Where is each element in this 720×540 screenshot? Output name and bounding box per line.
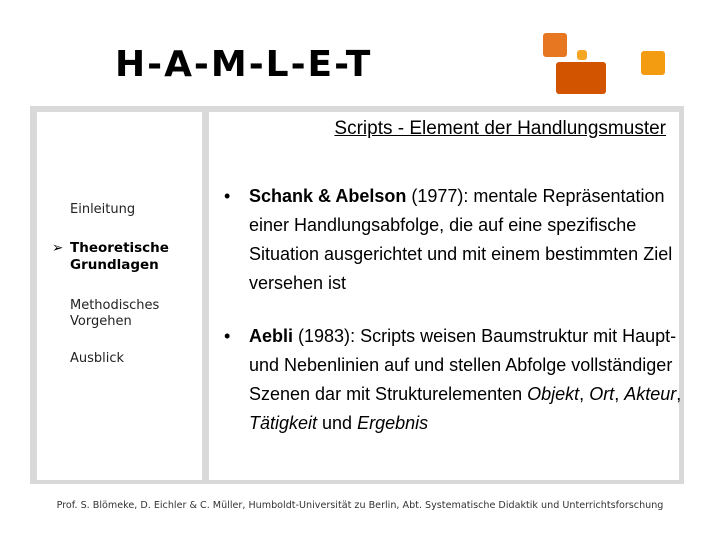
sidebar-item-label-line: Methodisches (70, 298, 160, 313)
sidebar-item-ausblick[interactable] (70, 351, 124, 367)
term-ort: Ort (589, 384, 615, 404)
bullet-year: (1983) (293, 326, 351, 346)
sidebar-item-label (70, 240, 169, 274)
bullet-description: : Scripts weisen Baumstruktur mit Haupt- und Nebenlinien auf und stellen Abfolge vollständiger Szenen dar mit Strukturelementen (249, 326, 677, 404)
term-ergebnis: Ergebnis (357, 413, 429, 433)
term-taetigkeit: Tätigkeit (249, 413, 318, 433)
term-separator: , (676, 384, 682, 404)
sidebar-item-label-line: Vorgehen (70, 314, 132, 329)
slide-title: H-A-M-L-E-T (115, 44, 373, 85)
term-objekt: Objekt (527, 384, 580, 404)
bullet-text (249, 182, 684, 298)
sidebar-panel (37, 112, 202, 480)
bullet-icon: • (224, 186, 231, 206)
logo-square-1 (543, 33, 567, 57)
sidebar-item-label: Einleitung (70, 202, 136, 217)
sidebar-item-methodisches-vorgehen[interactable] (70, 298, 159, 330)
logo-square-3 (556, 62, 606, 94)
logo-square-2 (641, 51, 665, 75)
sidebar-item-label-line: Grundlagen (70, 257, 159, 273)
bullet-authors: Schank & Abelson (249, 186, 407, 206)
bullet-year: (1977) (406, 186, 464, 206)
term-akteur: Akteur (624, 384, 677, 404)
sidebar-item-einleitung[interactable] (70, 202, 135, 218)
arrow-marker-icon: ➢ (52, 240, 64, 256)
logo-square-4 (577, 50, 587, 60)
section-subtitle: Scripts - Element der Handlungsmuster (334, 118, 666, 139)
footer-credits: Prof. S. Blömeke, D. Eichler & C. Müller, Humboldt-Universität zu Berlin, Abt. Systematische Didaktik und Unterrichtsforschung (56, 500, 664, 511)
bullet-text (249, 322, 684, 438)
bullet-icon: • (224, 326, 231, 346)
term-separator: , (614, 384, 625, 404)
bullet-description: : mentale Repräsentation einer Handlungsabfolge, die auf eine spezifische Situation ausgerichtet und mit einem bestimmten Ziel versehen ist (249, 186, 673, 293)
sidebar-item-label-line: Theoretische (70, 240, 169, 256)
term-separator: und (317, 413, 358, 433)
sidebar-item-label: Ausblick (70, 351, 125, 366)
bullet-authors: Aebli (249, 326, 294, 346)
term-separator: , (579, 384, 590, 404)
